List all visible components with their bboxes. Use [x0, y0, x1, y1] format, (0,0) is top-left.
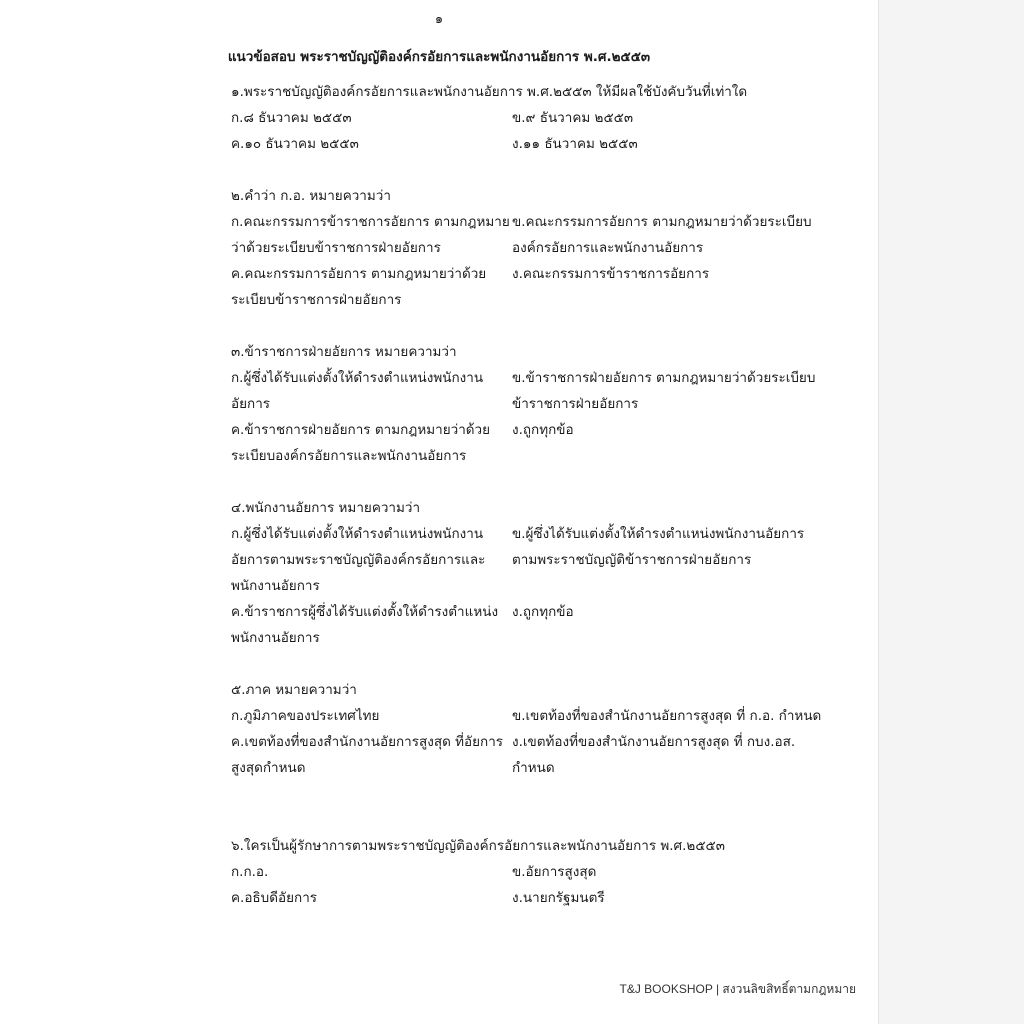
- question-2: [231, 183, 831, 313]
- option-b: ข.ผู้ซึ่งได้รับแต่งตั้งให้ดำรงตำแหน่งพนักงานอัยการตามพระราชบัญญัติข้าราชการฝ่ายอัยการ: [512, 526, 805, 568]
- document-title: แนวข้อสอบ พระราชบัญญัติองค์กรอัยการและพนักงานอัยการ พ.ศ.๒๕๕๓: [227, 49, 651, 65]
- question-text: ๔.พนักงานอัยการ หมายความว่า: [231, 500, 421, 516]
- option-d: ง.๑๑ ธันวาคม ๒๕๕๓: [512, 136, 638, 152]
- footer-copyright: T&J BOOKSHOP | สงวนลิขสิทธิ์ตามกฎหมาย: [619, 982, 856, 996]
- option-c: ค.ข้าราชการผู้ซึ่งได้รับแต่งตั้งให้ดำรงตำแหน่งพนักงานอัยการ: [231, 604, 499, 646]
- question-5: [231, 677, 831, 781]
- option-d: ง.เขตท้องที่ของสำนักงานอัยการสูงสุด ที่ กบง.อส. กำหนด: [512, 734, 796, 776]
- option-d: ง.ถูกทุกข้อ: [512, 604, 574, 620]
- option-a: ก.ผู้ซึ่งได้รับแต่งตั้งให้ดำรงตำแหน่งพนักงานอัยการ: [231, 370, 484, 412]
- option-c: ค.เขตท้องที่ของสำนักงานอัยการสูงสุด ที่อัยการสูงสุดกำหนด: [231, 734, 504, 776]
- option-c: ค.อธิบดีอัยการ: [231, 890, 318, 906]
- question-text: ๒.คำว่า ก.อ. หมายความว่า: [231, 188, 391, 204]
- option-a: ก.ภูมิภาคของประเทศไทย: [231, 708, 380, 724]
- option-c: ค.๑๐ ธันวาคม ๒๕๕๓: [231, 136, 359, 152]
- option-a: ก.๘ ธันวาคม ๒๕๕๓: [231, 110, 352, 126]
- option-c: ค.คณะกรรมการอัยการ ตามกฎหมายว่าด้วยระเบียบข้าราชการฝ่ายอัยการ: [231, 266, 487, 308]
- option-b: ข.ข้าราชการฝ่ายอัยการ ตามกฎหมายว่าด้วยระเบียบข้าราชการฝ่ายอัยการ: [512, 370, 816, 412]
- option-d: ง.ถูกทุกข้อ: [512, 422, 574, 438]
- question-4: [231, 495, 831, 651]
- option-a: ก.คณะกรรมการข้าราชการอัยการ ตามกฎหมายว่าด้วยระเบียบข้าราชการฝ่ายอัยการ: [231, 214, 510, 256]
- option-d: ง.คณะกรรมการข้าราชการอัยการ: [512, 266, 710, 282]
- page-number: ๑: [434, 12, 444, 27]
- question-text: ๑.พระราชบัญญัติองค์กรอัยการและพนักงานอัยการ พ.ศ.๒๕๕๓ ให้มีผลใช้บังคับวันที่เท่าใด: [231, 84, 748, 100]
- question-text: ๕.ภาค หมายความว่า: [231, 682, 357, 698]
- option-b: ข.อัยการสูงสุด: [512, 864, 597, 880]
- question-3: [231, 339, 831, 469]
- option-a: ก.ก.อ.: [231, 864, 269, 880]
- option-b: ข.คณะกรรมการอัยการ ตามกฎหมายว่าด้วยระเบียบองค์กรอัยการและพนักงานอัยการ: [512, 214, 812, 256]
- option-a: ก.ผู้ซึ่งได้รับแต่งตั้งให้ดำรงตำแหน่งพนักงานอัยการตามพระราชบัญญัติองค์กรอัยการและพนักงานอัยการ: [231, 526, 486, 594]
- option-c: ค.ข้าราชการฝ่ายอัยการ ตามกฎหมายว่าด้วยระเบียบองค์กรอัยการและพนักงานอัยการ: [231, 422, 491, 464]
- option-b: ข.๙ ธันวาคม ๒๕๕๓: [512, 110, 634, 126]
- option-b: ข.เขตท้องที่ของสำนักงานอัยการสูงสุด ที่ ก.อ. กำหนด: [512, 708, 822, 724]
- option-d: ง.นายกรัฐมนตรี: [512, 890, 605, 906]
- question-6: [231, 833, 831, 911]
- question-1: [231, 79, 831, 157]
- question-text: ๖.ใครเป็นผู้รักษาการตามพระราชบัญญัติองค์กรอัยการและพนักงานอัยการ พ.ศ.๒๕๕๓: [231, 838, 725, 854]
- question-text: ๓.ข้าราชการฝ่ายอัยการ หมายความว่า: [231, 344, 457, 360]
